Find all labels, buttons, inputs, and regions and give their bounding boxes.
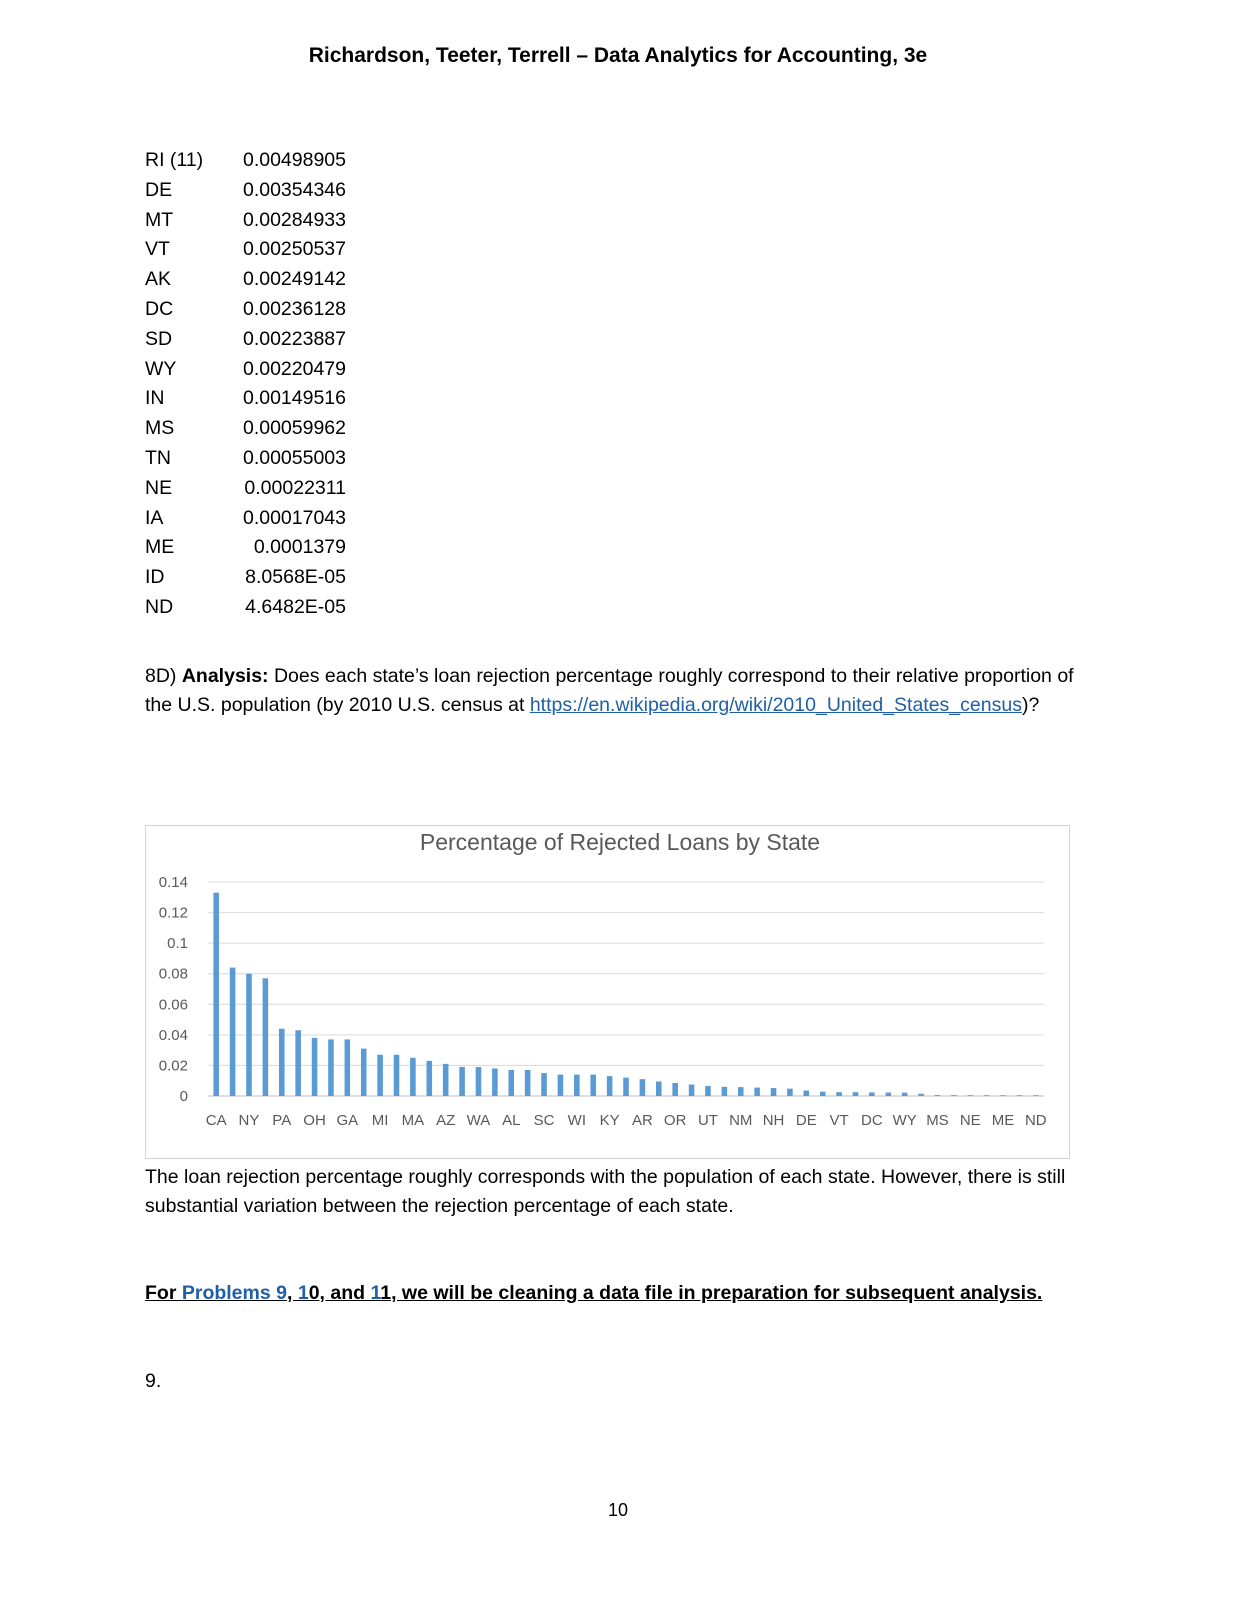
x-tick-label: SC: [533, 1112, 555, 1129]
bar-or: [558, 1075, 564, 1096]
bar-dc: [869, 1092, 875, 1096]
bar-ms: [935, 1095, 941, 1096]
value-cell: 0.00055003: [242, 446, 346, 469]
table-row: [145, 563, 346, 593]
state-cell: DE: [145, 178, 173, 201]
table-row: [145, 146, 346, 176]
bar-ar: [640, 1079, 646, 1096]
table-row: [145, 384, 346, 414]
table-row: [145, 593, 346, 623]
x-tick-label: DE: [795, 1112, 817, 1129]
y-tick-label: 0.12: [158, 904, 188, 922]
x-tick-label: NM: [729, 1112, 753, 1129]
bar-me: [1000, 1095, 1006, 1096]
problems-note-part1: For: [145, 1282, 182, 1304]
bar-wi: [574, 1075, 580, 1096]
x-tick-label: AL: [502, 1112, 521, 1129]
state-cell: AK: [145, 268, 172, 291]
y-tick-label: 0.14: [158, 874, 188, 891]
value-cell: 0.00017043: [242, 506, 346, 529]
bar-il: [295, 1030, 301, 1096]
bar-ks: [689, 1085, 695, 1096]
rejected-loans-chart: [145, 825, 1070, 1159]
bar-vt: [836, 1092, 842, 1096]
bar-mi: [377, 1055, 383, 1096]
state-cell: MS: [145, 417, 175, 440]
bar-va: [394, 1055, 400, 1096]
value-cell: 0.0001379: [253, 536, 346, 559]
analysis-prefix: 8D): [145, 665, 182, 687]
x-tick-label: ND: [1024, 1112, 1047, 1129]
bar-ne: [967, 1095, 973, 1096]
bar-or: [672, 1083, 678, 1096]
analysis-text: Does each state’s loan rejection percentage roughly correspond to their relative proportion of the U.S. population (by 2010 U.S. census at: [145, 665, 1074, 716]
value-cell: 0.00284933: [242, 208, 346, 231]
table-row: [145, 325, 346, 355]
bar-ak: [853, 1092, 859, 1096]
problems-note-part3: 0, and: [308, 1282, 371, 1304]
state-cell: DC: [145, 297, 174, 320]
table-row: [145, 444, 346, 474]
bar-sd: [885, 1093, 891, 1096]
bar-id: [1017, 1095, 1023, 1096]
chart-title: Percentage of Rejected Loans by State: [419, 829, 821, 855]
state-cell: WY: [145, 357, 177, 380]
problems-9-link[interactable]: Problems 9: [181, 1282, 287, 1304]
table-row: [145, 176, 346, 206]
x-tick-label: UT: [697, 1112, 718, 1129]
value-cell: 0.00149516: [242, 387, 346, 410]
bar-fl: [263, 978, 269, 1096]
bar-md: [427, 1061, 433, 1096]
value-cell: 0.00220479: [242, 357, 346, 380]
bar-nh: [771, 1088, 777, 1096]
table-row: [145, 474, 346, 504]
x-tick-label: MA: [401, 1112, 425, 1129]
problems-note: [145, 1282, 1145, 1305]
value-cell: 8.0568E-05: [245, 566, 346, 589]
page-number: 10: [607, 1500, 629, 1520]
state-cell: NE: [145, 476, 173, 499]
x-tick-label: NH: [762, 1112, 785, 1129]
x-tick-label: CA: [205, 1112, 227, 1129]
chart-svg: [146, 826, 1069, 1158]
bar-ok: [656, 1081, 662, 1096]
x-tick-label: MI: [371, 1112, 389, 1129]
analysis-question: [145, 662, 1105, 720]
bar-ga: [345, 1039, 351, 1096]
bar-ny: [246, 974, 252, 1096]
value-cell: 0.00354346: [242, 178, 346, 201]
problems-note-part2: ,: [286, 1282, 298, 1304]
problem-number: 9.: [145, 1370, 162, 1392]
value-cell: 0.00498905: [242, 149, 346, 171]
bar-wy: [902, 1093, 908, 1096]
x-tick-label: OR: [663, 1112, 687, 1129]
bar-de: [804, 1091, 810, 1096]
problem-10-link[interactable]: 1: [297, 1282, 309, 1304]
bar-sc: [541, 1073, 547, 1096]
bar-ct: [590, 1075, 596, 1096]
x-tick-label: ME: [991, 1112, 1015, 1129]
x-tick-label: NE: [959, 1112, 981, 1129]
bar-hi: [754, 1088, 760, 1096]
bar-tn: [951, 1095, 957, 1096]
x-tick-label: NY: [238, 1112, 260, 1129]
bar-nd: [1033, 1095, 1039, 1096]
bar-la: [623, 1078, 629, 1096]
state-cell: SD: [145, 327, 173, 350]
bar-ky: [607, 1076, 613, 1096]
x-tick-label: KY: [599, 1112, 620, 1129]
value-cell: 0.00250537: [242, 238, 346, 261]
bar-co: [459, 1067, 465, 1096]
x-tick-label: WI: [567, 1112, 586, 1129]
x-tick-label: WY: [892, 1112, 917, 1129]
table-row: [145, 295, 346, 325]
value-cell: 4.6482E-05: [245, 595, 346, 618]
bar-ma: [410, 1058, 416, 1096]
bar-ca: [213, 893, 219, 1096]
state-value-table: [145, 146, 346, 623]
value-cell: 0.00022311: [244, 476, 346, 499]
state-cell: VT: [145, 238, 170, 261]
state-cell: ID: [145, 566, 165, 589]
x-tick-label: MS: [926, 1112, 949, 1129]
bar-wa: [476, 1067, 482, 1096]
value-cell: 0.00249142: [242, 268, 346, 291]
x-tick-label: WA: [466, 1112, 491, 1129]
x-tick-label: GA: [336, 1112, 359, 1129]
bar-mo: [525, 1070, 531, 1096]
y-tick-label: 0: [179, 1088, 188, 1105]
value-cell: 0.00223887: [242, 327, 346, 350]
y-tick-label: 0.06: [158, 996, 188, 1014]
table-row: [145, 265, 346, 295]
y-tick-label: 0.04: [158, 1026, 188, 1044]
bar-pa: [279, 1029, 285, 1096]
bar-az: [443, 1064, 449, 1096]
state-cell: IA: [145, 506, 164, 529]
bar-al: [508, 1070, 514, 1096]
table-row: [145, 235, 346, 265]
value-cell: 0.00236128: [242, 297, 346, 320]
y-tick-label: 0.1: [167, 935, 188, 953]
bar-nm: [738, 1087, 744, 1096]
analysis-suffix: )?: [1021, 694, 1040, 716]
state-cell: IN: [145, 387, 165, 410]
table-row: [145, 504, 346, 534]
state-cell: ND: [145, 595, 174, 618]
x-tick-label: AZ: [436, 1112, 456, 1129]
y-tick-label: 0.02: [158, 1057, 188, 1075]
analysis-label: Analysis:: [181, 665, 269, 687]
state-cell: MT: [145, 208, 174, 231]
problems-note-part4: 1, we will be cleaning a data file in preparation for subsequent analysis.: [380, 1282, 1043, 1304]
bar-ut: [705, 1086, 711, 1096]
table-row: [145, 355, 346, 385]
bar-mt: [820, 1092, 826, 1096]
bar-in: [918, 1094, 924, 1096]
x-tick-label: VT: [829, 1112, 849, 1129]
problem-11-link[interactable]: 1: [370, 1282, 381, 1304]
bar-ia: [984, 1095, 990, 1096]
bar-tx: [230, 968, 236, 1096]
bar-nv: [722, 1087, 728, 1096]
conclusion-text: The loan rejection percentage roughly corresponds with the population of each state. However, there is still substantial variation between the rejection percentage of each state.: [145, 1166, 1066, 1217]
state-cell: ME: [145, 536, 175, 559]
table-row: [145, 533, 346, 563]
x-tick-label: AR: [631, 1112, 653, 1129]
bar-nj: [328, 1039, 334, 1096]
table-row: [145, 206, 346, 236]
state-cell: TN: [145, 446, 171, 469]
state-cell: RI (11): [145, 149, 204, 171]
x-tick-label: OH: [303, 1112, 326, 1129]
bar-oh: [312, 1038, 318, 1096]
bar-mn: [492, 1068, 498, 1096]
value-cell: 0.00059962: [242, 417, 346, 440]
bar-wv: [787, 1089, 793, 1096]
census-link[interactable]: https://en.wikipedia.org/wiki/2010_United_States_census: [529, 694, 1022, 716]
page-header: Richardson, Teeter, Terrell – Data Analytics for Accounting, 3e: [308, 44, 928, 67]
bar-nc: [361, 1049, 367, 1096]
x-tick-label: PA: [272, 1112, 292, 1129]
table-row: [145, 414, 346, 444]
x-tick-label: DC: [861, 1112, 883, 1129]
y-tick-label: 0.08: [158, 965, 188, 983]
